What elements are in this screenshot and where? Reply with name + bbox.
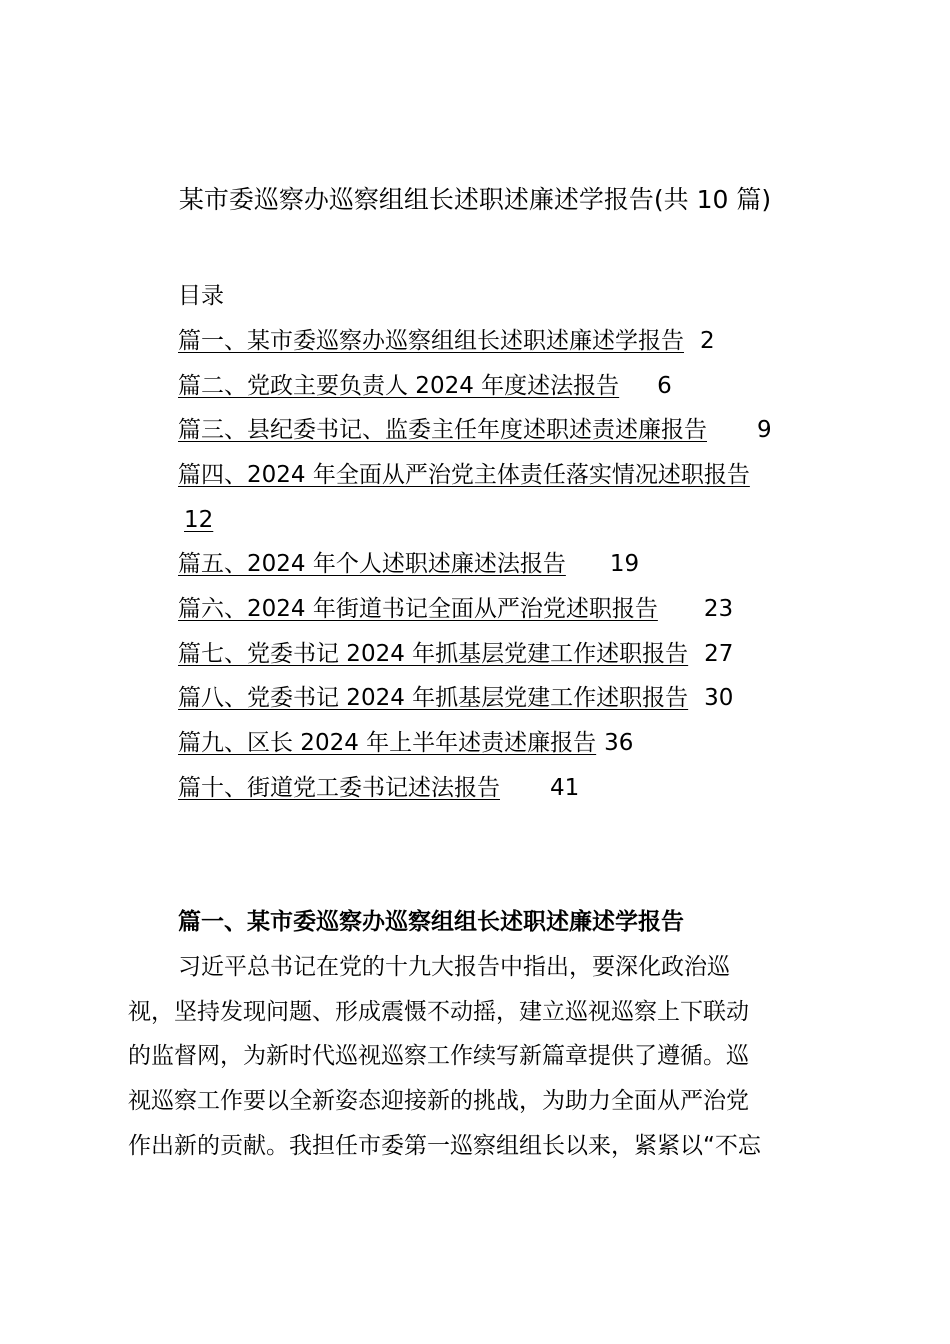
toc-entry-page: 41 xyxy=(550,775,580,801)
toc-entry-page: 9 xyxy=(757,417,772,443)
toc-entry-6[interactable] xyxy=(178,591,733,627)
document-title: 某市委巡察办巡察组组长述职述廉述学报告(共 10 篇) xyxy=(178,185,772,214)
toc-entry-label: 篇一、某市委巡察办巡察组组长述职述廉述学报告 xyxy=(178,328,684,354)
toc-entry-8[interactable] xyxy=(178,680,733,716)
toc-entry-3[interactable] xyxy=(178,412,772,448)
toc-entry-page: 12 xyxy=(184,507,214,533)
toc-entry-page: 23 xyxy=(703,596,734,622)
toc-entry-10[interactable] xyxy=(178,770,579,806)
toc-entry-label: 篇七、党委书记 2024 年抓基层党建工作述职报告 xyxy=(178,641,689,667)
toc-entry-label: 篇四、2024 年全面从严治党主体责任落实情况述职报告 xyxy=(178,462,750,488)
toc-entry-4-page-line[interactable] xyxy=(128,502,213,538)
toc-entry-label: 篇十、街道党工委书记述法报告 xyxy=(178,775,500,801)
toc-entry-label: 篇五、2024 年个人述职述廉述法报告 xyxy=(178,551,566,577)
toc-entry-page: 19 xyxy=(609,551,640,577)
toc-entry-label: 篇三、县纪委书记、监委主任年度述职述责述廉报告 xyxy=(178,417,707,443)
toc-entry-7[interactable] xyxy=(178,636,733,672)
toc-entry-label: 篇九、区长 2024 年上半年述责述廉报告 xyxy=(178,730,597,756)
body-line-1: 习近平总书记在党的十九大报告中指出，要深化政治巡 xyxy=(178,954,730,980)
toc-entry-page: 2 xyxy=(700,328,715,354)
toc-entry-9[interactable] xyxy=(178,725,633,761)
toc-entry-page: 27 xyxy=(704,641,734,667)
toc-entry-5[interactable] xyxy=(178,546,639,582)
body-line-5: 作出新的贡献。我担任市委第一巡察组组长以来，紧紧以“不忘 xyxy=(128,1133,761,1159)
toc-entry-page: 30 xyxy=(704,685,734,711)
toc-heading: 目录 xyxy=(178,283,224,309)
body-line-4: 视巡察工作要以全新姿态迎接新的挑战，为助力全面从严治党 xyxy=(128,1088,749,1114)
toc-entry-4[interactable] xyxy=(178,457,750,493)
toc-entry-label: 篇八、党委书记 2024 年抓基层党建工作述职报告 xyxy=(178,685,689,711)
toc-entry-label: 篇二、党政主要负责人 2024 年度述法报告 xyxy=(178,373,620,399)
body-line-3: 的监督网，为新时代巡视巡察工作续写新篇章提供了遵循。巡 xyxy=(128,1043,749,1069)
toc-entry-page: 6 xyxy=(657,373,672,399)
toc-entry-page: 36 xyxy=(604,730,634,756)
body-line-2: 视，坚持发现问题、形成震慑不动摇，建立巡视巡察上下联动 xyxy=(128,999,749,1025)
toc-entry-1[interactable] xyxy=(178,323,715,359)
toc-entry-2[interactable] xyxy=(178,368,672,404)
toc-entry-label: 篇六、2024 年街道书记全面从严治党述职报告 xyxy=(178,596,658,622)
section-heading: 篇一、某市委巡察办巡察组组长述职述廉述学报告 xyxy=(178,909,684,935)
